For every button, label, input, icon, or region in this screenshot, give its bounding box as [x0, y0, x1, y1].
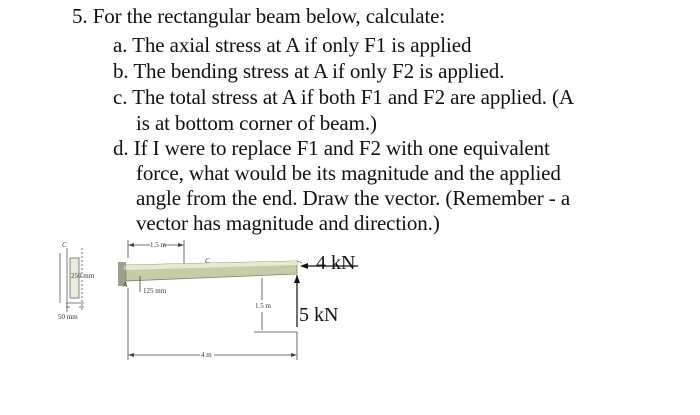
point-a-label: A [123, 281, 128, 289]
part-a-text: a. The axial stress at A if only F1 is applied [113, 33, 472, 57]
part-d-text-line-3: angle from the end. Draw the vector. (Remember - a [136, 186, 571, 210]
part-d-text-line-2: force, what would be its magnitude and the applied [136, 161, 561, 185]
section-label-c: C [62, 241, 67, 249]
offset-dimension-label: 125 mm [143, 287, 167, 295]
problem-heading: 5. For the rectangular beam below, calculate: [72, 4, 446, 28]
part-c-text-line-2: is at bottom corner of beam.) [136, 111, 377, 135]
beam-label-c: C [205, 257, 210, 265]
cross-section [60, 248, 84, 312]
part-d-text-line-1: d. If I were to replace F1 and F2 with one equivalent [113, 136, 550, 160]
bottom-dimension-label: 4 m [201, 351, 212, 359]
force-5kn-label: 5 kN [299, 304, 339, 326]
section-height-dimension: 250 mm [71, 272, 95, 280]
part-b-text: b. The bending stress at A if only F2 is applied. [113, 59, 505, 83]
right-vertical-dimension-label: 1.5 m [255, 302, 271, 310]
dimension-bottom [128, 288, 297, 360]
part-c-text-line-1: c. The total stress at A if both F1 and F2 are applied. (A [113, 85, 574, 109]
force-4kn-label: 4 kN [316, 252, 356, 274]
top-dimension-label: 1.5 m [150, 241, 166, 249]
beam [126, 261, 302, 281]
part-d-text-line-4: vector has magnitude and direction.) [136, 211, 440, 235]
section-width-dimension: 50 mm [58, 313, 78, 321]
